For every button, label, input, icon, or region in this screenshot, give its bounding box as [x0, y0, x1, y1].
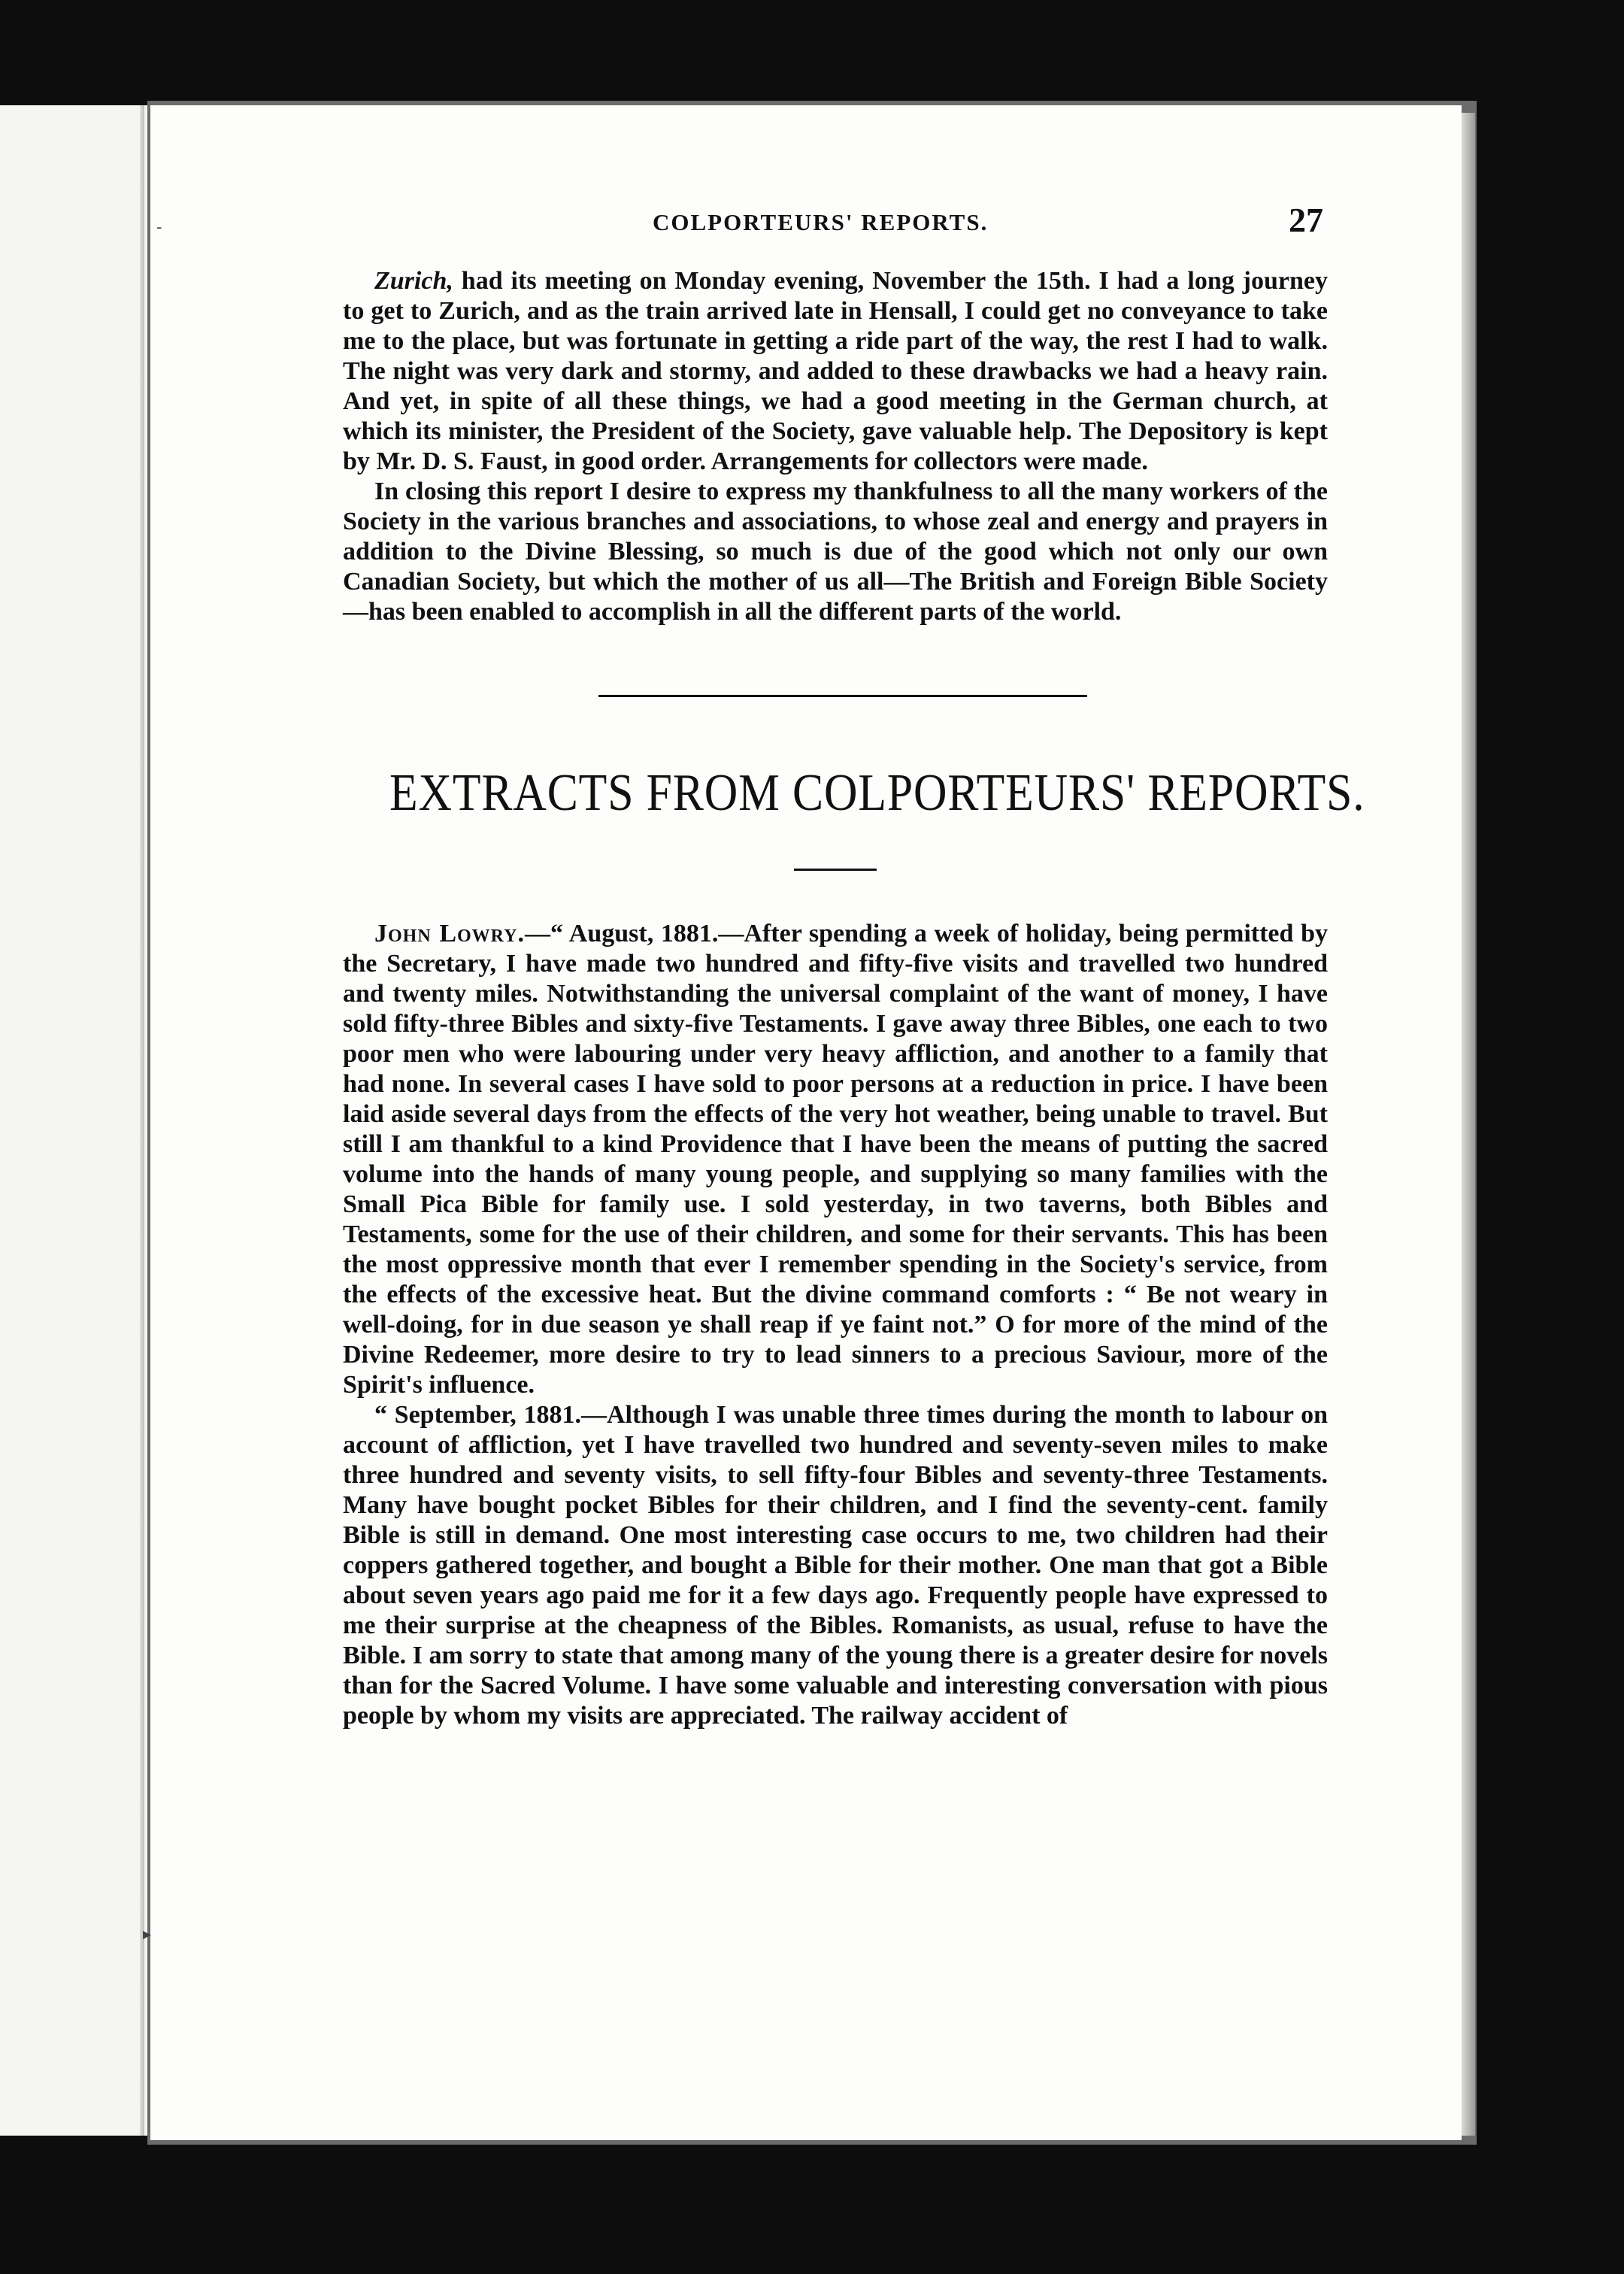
colporteur-name: John Lowry. — [374, 920, 526, 948]
page-number: 27 — [1289, 201, 1323, 239]
closing-paragraph — [343, 477, 1328, 627]
extract-text: —“ August, 1881.—After spending a week of holiday, being permitted by the Secretary, I have made two hundred and fifty-five visits and travelled two hundred and twenty miles. Notwithstanding the universal complaint of the want of money, I have sold fifty-three Bibles and sixty-five Testaments. I gave away three Bibles, one each to two poor men who were labouring under very heavy affliction, and another to a family that had none. In several cases I have sold to poor persons at a reduction in price. I have been laid aside several days from the effects of the very hot weather, being unable to travel. But still I am thankful to a kind Providence that I have been the means of putting the sacred volume into the hands of many young people, and supplying so many families with the Small Pica Bible for family use. I sold yesterday, in two taverns, both Bibles and Testaments, some for the use of their children, and some for their servants. This has been the most oppressive month that ever I remember spending in the Society's service, from the effects of the excessive heat. But the divine command comforts : “ Be not weary in well-doing, for in due season ye shall reap if ye faint not.” O for more of the mind of the Divine Redeemer, more desire to try to lead sinners to a precious Saviour, more of the Spirit's influence. — [343, 920, 1328, 1399]
margin-tick: ▸ — [143, 1925, 152, 1944]
margin-tick: - — [156, 218, 162, 237]
heading-rule — [794, 869, 877, 871]
running-title: COLPORTEURS' REPORTS. — [653, 209, 989, 235]
page-gutter — [140, 105, 144, 2136]
place-name: Zurich, — [374, 267, 453, 295]
page-fore-edge — [1462, 113, 1475, 2136]
extract-text: “ September, 1881.—Although I was unable three times during the month to labour on account of affliction, yet I have travelled two hundred and seventy-seven miles to make three hundred and seventy visits, to sell fifty-four Bibles and seventy-three Testaments. Many have bought pocket Bibles for their children, and I find the seventy-cent. family Bible is still in demand. One most interesting case occurs to me, two children had their coppers gathered together, and bought a Bible for their mother. One man that got a Bible about seven years ago paid me for it a few days ago. Frequently people have expressed to me their surprise at the cheapness of the Bibles. Romanists, as usual, refuse to have the Bible. I am sorry to state that among many of the young there is a greater desire for novels than for the Sacred Volume. I have some valuable and interesting conversation with pious people by whom my visits are appreciated. The railway accident of — [343, 1401, 1328, 1730]
continuation-paragraph — [343, 266, 1328, 477]
previous-page-edge — [0, 105, 152, 2136]
continuation-text: had its meeting on Monday evening, November the 15th. I had a long journey to get to Zurich, and as the train arrived late in Hensall, I could get no conveyance to take me to the place, but was fortunate in getting a ride part of the way, the rest I had to walk. The night was very dark and stormy, and added to these drawbacks we had a heavy rain. And yet, in spite of all these things, we had a good meeting in the German church, at which its minister, the President of the Society, gave valuable help. The Depository is kept by Mr. D. S. Faust, in good order. Arrangements for collectors were made. — [343, 267, 1328, 475]
extract-entry — [343, 1400, 1328, 1731]
section-heading: EXTRACTS FROM COLPORTEURS' REPORTS. — [389, 764, 1365, 822]
page-content — [343, 201, 1365, 1731]
running-head — [343, 203, 1328, 248]
extracts-list — [343, 919, 1328, 1731]
extract-entry — [343, 919, 1328, 1400]
section-divider — [598, 695, 1087, 697]
closing-text: In closing this report I desire to express my thankfulness to all the many workers of the Society in the various branches and associations, to whose zeal and energy and prayers in addition to the Divine Blessing, so much is due of the good which not only our own Canadian Society, but which the mother of us all—The British and Foreign Bible Society—has been enabled to accomplish in all the different parts of the world. — [343, 478, 1328, 626]
